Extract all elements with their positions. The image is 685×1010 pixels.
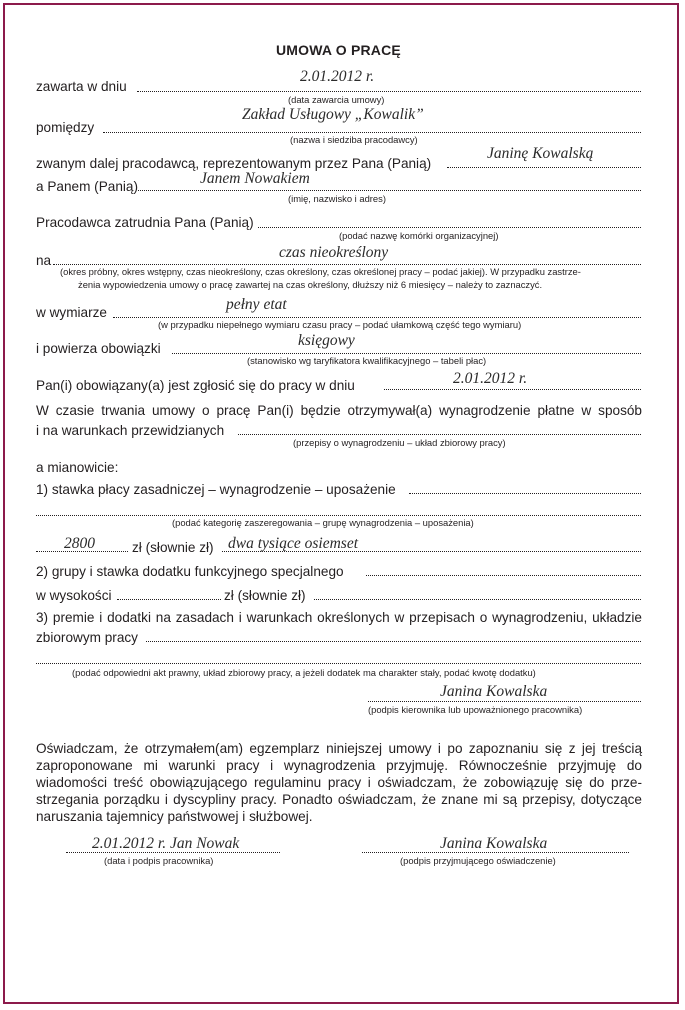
- namely-label: a mianowicie:: [36, 460, 119, 475]
- duties-value: księgowy: [298, 332, 355, 349]
- employee-signature-line[interactable]: [66, 852, 280, 853]
- declaration-line-5: naruszania tajemnicy państwowej i służbowej.: [36, 809, 313, 824]
- declaration-line-3: wiadomości treść obowiązującego regulaminu pracy i oświadczam, że zobowiązuję się do prze-: [36, 775, 642, 790]
- item2-amount-suffix: zł (słownie zł): [224, 588, 306, 603]
- item3-line-a[interactable]: [146, 641, 641, 642]
- employee-caption: (imię, nazwisko i adres): [288, 193, 386, 204]
- represented-label: zwanym dalej pracodawcą, reprezentowanym przez Pana (Panią): [36, 156, 432, 171]
- item1-line-a[interactable]: [409, 493, 641, 494]
- declaration-line-4: strzegania porządku i dyscypliny pracy. Ponadto oświadczam, że znane mi są przepisy, dotyczące: [36, 792, 642, 807]
- item3-line-2: zbiorowym pracy: [36, 630, 138, 645]
- receiver-signature: Janina Kowalska: [440, 835, 548, 852]
- receiver-signature-line[interactable]: [362, 852, 629, 853]
- employee-signature-caption: (data i podpis pracownika): [104, 855, 214, 866]
- represented-value: Janinę Kowalską: [487, 145, 594, 162]
- duties-line[interactable]: [172, 353, 641, 354]
- report-line[interactable]: [384, 389, 641, 390]
- document-title: UMOWA O PRACĘ: [276, 42, 401, 58]
- salary-line[interactable]: [238, 434, 641, 435]
- between-value: Zakład Usługowy „Kowalik”: [242, 106, 424, 123]
- date-value: 2.01.2012 r.: [300, 68, 375, 85]
- item3-line-1: 3) premie i dodatki na zasadach i warunkach określonych w przepisach o wynagrodzeniu, układzie: [36, 610, 642, 625]
- employee-line[interactable]: [138, 190, 641, 191]
- extent-value: pełny etat: [226, 296, 287, 313]
- declaration-line-2: zaproponowane mi warunki pracy i wynagrodzenia przyjmuję. Równocześnie przyjmuję do: [36, 758, 642, 773]
- extent-line[interactable]: [113, 317, 641, 318]
- employee-signature: 2.01.2012 r. Jan Nowak: [92, 835, 240, 852]
- duties-label: i powierza obowiązki: [36, 341, 161, 356]
- report-label: Pan(i) obowiązany(a) jest zgłosić się do pracy w dniu: [36, 378, 355, 393]
- between-label: pomiędzy: [36, 120, 95, 135]
- on-caption-2: żenia wypowiedzenia umowy o pracę zawartej na czas określony, dłuższy niż 6 miesięcy – należy to zaznaczyć.: [78, 279, 543, 290]
- on-line[interactable]: [53, 264, 641, 265]
- duties-caption: (stanowisko wg taryfikatora kwalifikacyjnego – tabeli płac): [247, 355, 487, 366]
- date-label: zawarta w dniu: [36, 79, 127, 94]
- item1-caption: (podać kategorię zaszeregowania – grupę wynagrodzenia – uposażenia): [172, 517, 474, 528]
- item2-amount-label: w wysokości: [36, 588, 112, 603]
- receiver-signature-caption: (podpis przyjmującego oświadczenie): [400, 855, 556, 866]
- item1-label: 1) stawka płacy zasadniczej – wynagrodzenie – uposażenie: [36, 482, 396, 497]
- declaration-line-1: Oświadczam, że otrzymałem(am) egzemplarz niniejszej umowy i po zapoznaniu się z jej treścią: [36, 741, 642, 756]
- manager-signature: Janina Kowalska: [440, 683, 548, 700]
- item1-line-b[interactable]: [36, 515, 641, 516]
- date-line[interactable]: [137, 91, 641, 92]
- between-line[interactable]: [103, 132, 641, 133]
- item3-line-b[interactable]: [36, 663, 641, 664]
- amount-value: 2800: [64, 535, 95, 552]
- amount-words: dwa tysiące osiemset: [228, 535, 359, 552]
- employs-label: Pracodawca zatrudnia Pana (Panią): [36, 215, 254, 230]
- represented-line[interactable]: [447, 167, 641, 168]
- manager-caption: (podpis kierownika lub upoważnionego pracownika): [368, 704, 583, 715]
- salary-line-1: W czasie trwania umowy o pracę Pan(i) będzie otrzymywał(a) wynagrodzenie płatne w sposób: [36, 403, 642, 418]
- between-caption: (nazwa i siedziba pracodawcy): [290, 134, 418, 145]
- salary-caption: (przepisy o wynagrodzeniu – układ zbiorowy pracy): [293, 437, 506, 448]
- item2-words-line[interactable]: [314, 599, 641, 600]
- amount-label: zł (słownie zł): [132, 540, 214, 555]
- employs-line[interactable]: [258, 227, 641, 228]
- item3-caption: (podać odpowiedni akt prawny, układ zbiorowy pracy, a jeżeli dodatek ma charakter stały, podać kwotę dodatku): [72, 667, 536, 678]
- employee-value: Janem Nowakiem: [200, 170, 310, 187]
- item2-line[interactable]: [366, 575, 641, 576]
- extent-label: w wymiarze: [36, 305, 107, 320]
- report-value: 2.01.2012 r.: [453, 370, 528, 387]
- extent-caption: (w przypadku niepełnego wymiaru czasu pracy – podać ułamkową część tego wymiaru): [158, 319, 522, 330]
- on-caption-1: (okres próbny, okres wstępny, czas nieokreślony, czas określony, czas określonej pracy – podać jakiej). W przypadku zastrze-: [60, 266, 581, 277]
- item2-label: 2) grupy i stawka dodatku funkcyjnego specjalnego: [36, 564, 344, 579]
- date-caption: (data zawarcia umowy): [288, 94, 385, 105]
- item2-amount-line[interactable]: [117, 599, 221, 600]
- manager-signature-line[interactable]: [368, 701, 641, 702]
- employs-caption: (podać nazwę komórki organizacyjnej): [339, 230, 499, 241]
- salary-line-2: i na warunkach przewidzianych: [36, 423, 225, 438]
- on-label: na: [36, 253, 52, 268]
- on-value: czas nieokreślony: [279, 244, 389, 261]
- employee-label: a Panem (Panią): [36, 179, 139, 194]
